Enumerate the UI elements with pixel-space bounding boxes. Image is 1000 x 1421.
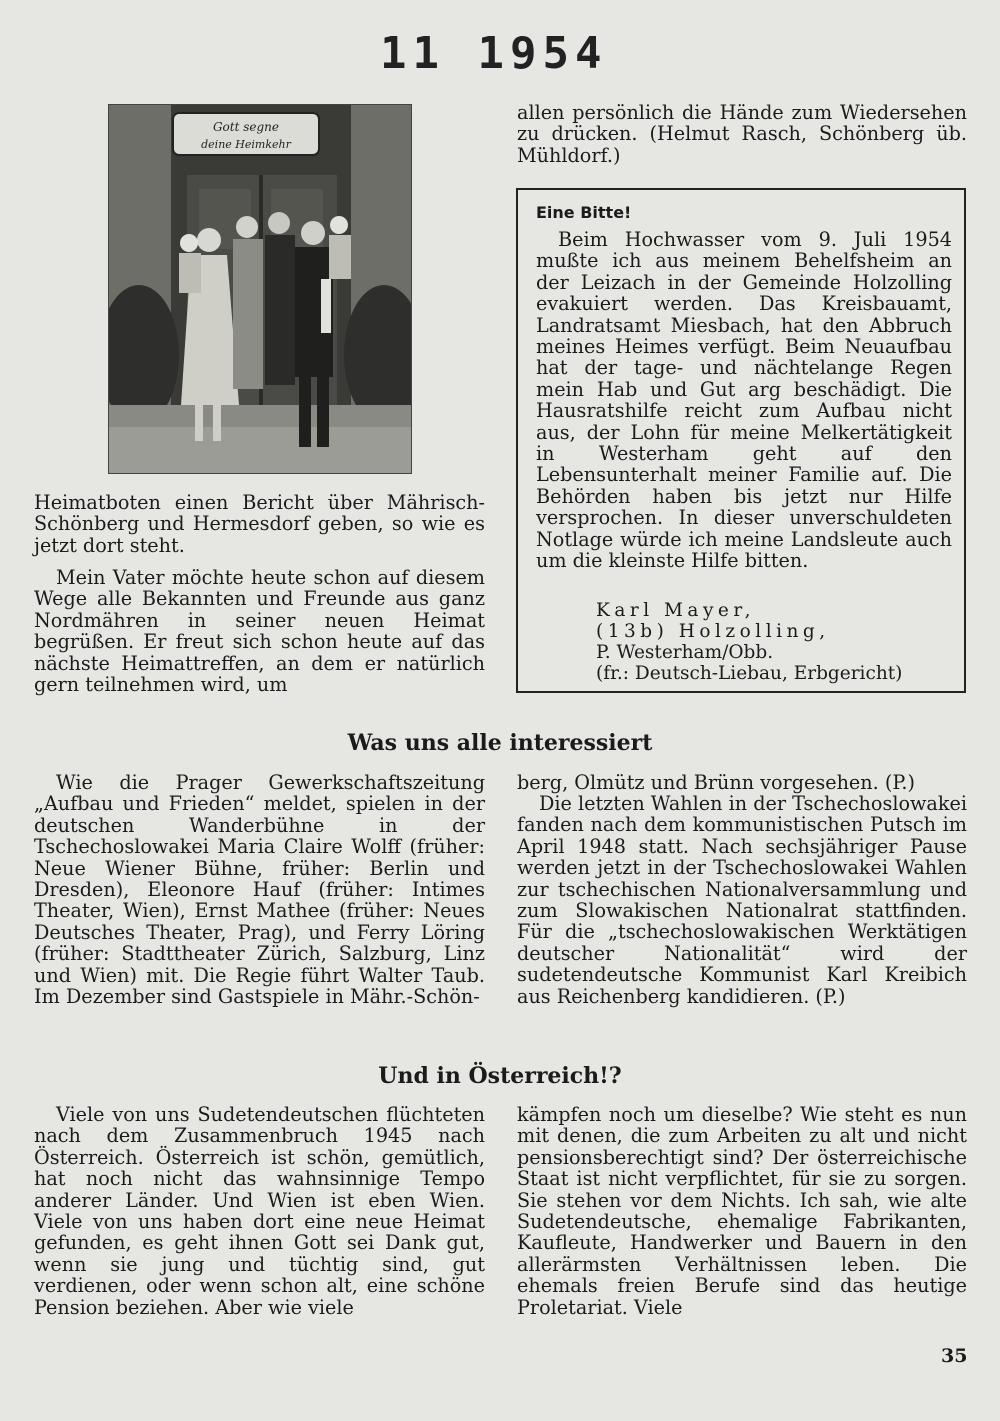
appeal-signature-post: P. Westerham/Obb. bbox=[596, 642, 774, 663]
appeal-signature-place: (13b) Holzolling, bbox=[596, 621, 830, 642]
section2-left-text: Viele von uns Sudetendeutschen flüchteten nach dem Zusammenbruch 1945 nach Österreich. Österreich ist schön, gemütlich, hat noch nicht das wahnsinnige Tempo anderer Länder. Und Wien ist eben Wien. Viele von uns haben dort eine neue Heimat gefunden, es geht ihnen Gott sei Dank gut, wenn sie jung und tüchtig sind, gut verdienen, oder wenn schon alt, eine schöne Pension beziehen. Aber wie viele bbox=[34, 1103, 485, 1319]
section1-right-text: Die letzten Wahlen in der Tschechoslowakei fanden nach dem kommunistischen Putsch im April 1948 statt. Nach sechsjähriger Pause werden jetzt in der Tschechoslowakei Wahlen zur tschechischen Nationalversammlung und zum Slowakischen Nationalrat stattfinden. Für die „tschechoslowakischen Werktätigen deutscher Nationalität“ wird der sudetendeutsche Kommunist Karl Kreibich aus Reichenberg kandidieren. (P.) bbox=[517, 792, 967, 1008]
left-top-paragraph-1: Heimatboten einen Bericht über Mährisch-Schönberg und Hermesdorf geben, so wie es jetzt dort steht. bbox=[34, 491, 485, 557]
section-heading-interests: Was uns alle interessiert bbox=[347, 730, 653, 756]
section2-right-text: kämpfen noch um dieselbe? Wie steht es nun mit denen, die zum Arbeiten zu alt und nicht pensionsberechtigt sind? Der österreichische Staat ist nicht verpflichtet, für sie zu sorgen. Sie stehen vor dem Nichts. Ich sah, wie alte Sudetendeutsche, ehemalige Fabrikanten, Kaufleute, Handwerker und Bauern in den allerärmsten Verhältnissen leben. Die ehemals freien Berufe sind das heutige Proletariat. Viele bbox=[517, 1103, 967, 1319]
section1-left-text: Wie die Prager Gewerkschaftszeitung „Aufbau und Frieden“ meldet, spielen in der deutschen Wanderbühne in der Tschechoslowakei Maria Claire Wolff (früher: Neue Wiener Bühne, früher: Berlin und Dresden), Eleonore Hauf (früher: Intimes Theater, Wien), Ernst Mathee (früher: Neues Deutsches Theater, Prag), und Ferry Löring (früher: Stadttheater Zürich, Salzburg, Linz und Wien) mit. Die Regie führt Walter Taub. Im Dezember sind Gastspiele in Mähr.-Schön- bbox=[34, 771, 485, 1009]
issue-stamp: 11 1954 bbox=[380, 28, 608, 79]
family-photo-image bbox=[109, 105, 411, 473]
left-top-paragraph-2: Mein Vater möchte heute schon auf diesem Wege alle Bekannten und Freunde aus ganz Nordmähren in seiner neuen Heimat begrüßen. Er freut sich schon heute auf das nächste Heimattreffen, an dem er natürlich gern teilnehmen wird, um bbox=[34, 566, 485, 697]
family-photo bbox=[108, 104, 412, 474]
section-heading-austria: Und in Österreich!? bbox=[378, 1063, 622, 1089]
sign-text-line1: Gott segne bbox=[212, 120, 280, 134]
right-top-paragraph: allen persönlich die Hände zum Wiedersehen zu drücken. (Helmut Rasch, Schönberg üb. Mühldorf.) bbox=[517, 101, 967, 167]
section1-right-continuation: berg, Olmütz und Brünn vorgesehen. (P.) bbox=[517, 771, 915, 794]
page-number: 35 bbox=[941, 1345, 968, 1367]
appeal-signature-former: (fr.: Deutsch-Liebau, Erbgericht) bbox=[596, 663, 903, 684]
appeal-body: Beim Hochwasser vom 9. Juli 1954 mußte ich aus meinem Behelfsheim an der Leizach in der Gemeinde Holzolling evakuiert werden. Das Kreisbauamt, Landratsamt Miesbach, hat den Abbruch meines Heimes verfügt. Beim Neuaufbau hat der tage- und nächtelange Regen mein Hab und Gut arg beschädigt. Die Hausratshilfe reicht zum Aufbau nicht aus, der Lohn für meine Melkertätigkeit in Westerham geht auf den Lebensunterhalt meiner Familie auf. Die Behörden haben bis jetzt nur Hilfe versprochen. In dieser unverschuldeten Notlage würde ich meine Landsleute auch um die kleinste Hilfe bitten. bbox=[536, 228, 952, 573]
sign-text-line2: deine Heimkehr bbox=[201, 138, 291, 151]
appeal-signature-name: Karl Mayer, bbox=[596, 600, 756, 621]
appeal-title: Eine Bitte! bbox=[536, 203, 632, 222]
